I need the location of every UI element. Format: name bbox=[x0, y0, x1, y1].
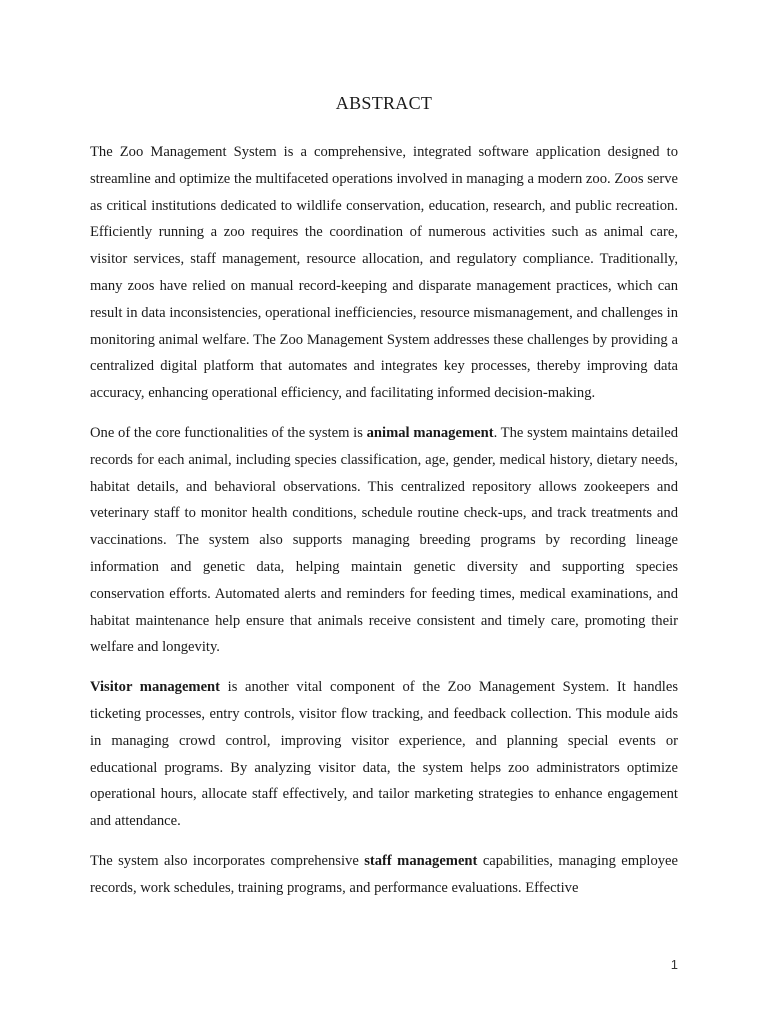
bold-term-animal-management: animal management bbox=[366, 424, 494, 441]
paragraph-text: . The system maintains detailed records for each animal, including species classification, age, gender, medical history, dietary needs, habitat details, and behavioral observations. This centralized repository allows zookeepers and veterinary staff to monitor health conditions, schedule routine check-ups, and track treatments and vaccinations. The system also supports managing breeding programs by recording lineage information and genetic data, helping maintain genetic diversity and supporting species conservation efforts. Automated alerts and reminders for feeding times, medical examinations, and habitat maintenance help ensure that animals receive consistent and timely care, promoting their welfare and longevity. bbox=[90, 424, 678, 656]
paragraph-staff-management bbox=[90, 848, 678, 902]
paragraph-text: capabilities, managing employee records, work schedules, training programs, and performance evaluations. Effective bbox=[90, 852, 678, 896]
bold-term-staff-management: staff management bbox=[364, 852, 478, 869]
paragraph-text: The Zoo Management System is a comprehensive, integrated software application designed to streamline and optimize the multifaceted operations involved in managing a modern zoo. Zoos serve as critical institutions dedicated to wildlife conservation, education, research, and public recreation. Efficiently running a zoo requires the coordination of numerous activities such as animal care, visitor services, staff management, resource allocation, and regulatory compliance. Traditionally, many zoos have relied on manual record-keeping and disparate management practices, which can result in data inconsistencies, operational inefficiencies, resource mismanagement, and challenges in monitoring animal welfare. The Zoo Management System addresses these challenges by providing a centralized digital platform that automates and integrates key processes, thereby improving data accuracy, enhancing operational efficiency, and facilitating informed decision-making. bbox=[90, 144, 678, 402]
paragraph-text: The system also incorporates comprehensive bbox=[90, 852, 365, 869]
paragraph-visitor-management bbox=[90, 674, 678, 835]
bold-term-visitor-management: Visitor management bbox=[90, 679, 221, 696]
paragraph-text: One of the core functionalities of the system is bbox=[90, 424, 367, 441]
page-title: ABSTRACT bbox=[335, 93, 433, 113]
paragraph-animal-management bbox=[90, 420, 678, 661]
abstract-body bbox=[90, 139, 678, 915]
page-number: 1 bbox=[670, 957, 678, 972]
paragraph-text: is another vital component of the Zoo Management System. It handles ticketing processes, entry controls, visitor flow tracking, and feedback collection. This module aids in managing crowd control, improving visitor experience, and planning special events or educational programs. By analyzing visitor data, the system helps zoo administrators optimize operational hours, allocate staff effectively, and tailor marketing strategies to enhance engagement and attendance. bbox=[90, 679, 678, 830]
paragraph-intro bbox=[90, 139, 678, 407]
